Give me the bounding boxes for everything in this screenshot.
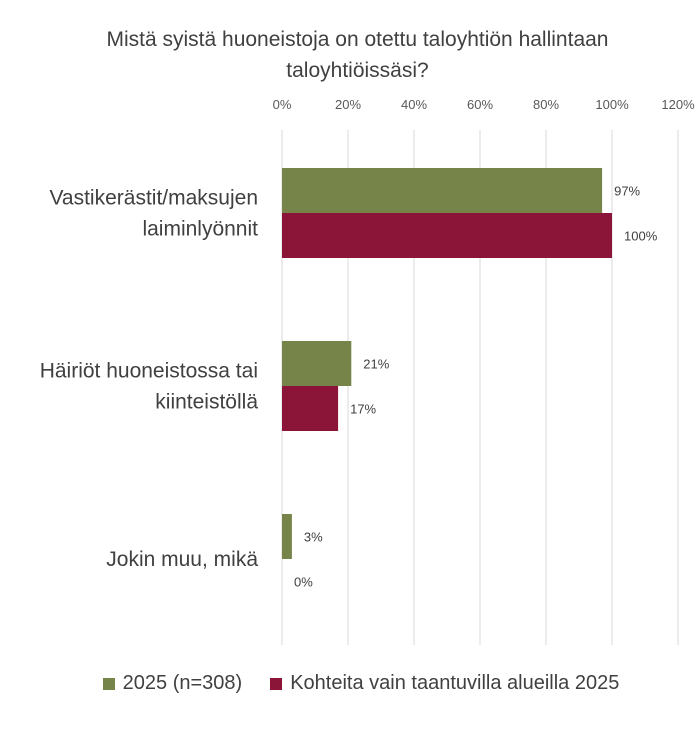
bar-series-2 xyxy=(282,386,338,431)
chart-title-line-2: taloyhtiöissäsi? xyxy=(286,59,429,82)
legend-swatch-series-1 xyxy=(103,678,115,690)
data-label: 100% xyxy=(624,228,658,244)
category-label-line: kiinteistöllä xyxy=(155,390,258,414)
category-label xyxy=(40,360,259,414)
category-label-line: laiminlyönnit xyxy=(142,217,258,241)
data-label: 21% xyxy=(363,356,390,372)
data-label: 97% xyxy=(614,183,641,199)
bar-series-1 xyxy=(282,514,292,559)
x-tick-label: 20% xyxy=(334,97,362,112)
category-label-line: Häiriöt huoneistossa tai xyxy=(39,359,258,383)
chart-title-line-1: Mistä syistä huoneistoja on otettu taloyhtiön hallintaan xyxy=(106,28,609,51)
legend-swatch-series-2 xyxy=(270,678,282,690)
legend-item-series-1 xyxy=(103,672,243,695)
x-tick-label: 80% xyxy=(532,97,560,112)
x-tick-label: 120% xyxy=(661,97,695,112)
bar-series-1 xyxy=(282,168,602,213)
legend-label-series-1: 2025 (n=308) xyxy=(122,672,243,694)
data-label: 0% xyxy=(294,574,313,590)
x-tick-label: 60% xyxy=(466,97,494,112)
data-label: 17% xyxy=(350,401,377,417)
x-tick-label: 100% xyxy=(595,97,629,112)
legend-item-series-2 xyxy=(270,672,619,695)
chart-legend xyxy=(0,672,700,695)
category-label-line: Vastikerästit/maksujen xyxy=(49,186,258,210)
legend-label-series-2: Kohteita vain taantuvilla alueilla 2025 xyxy=(290,672,620,694)
x-tick-label: 0% xyxy=(272,97,292,112)
category-label xyxy=(106,548,258,571)
data-label: 3% xyxy=(303,529,323,545)
category-label-line: Jokin muu, mikä xyxy=(106,548,258,571)
bar-series-1 xyxy=(282,341,351,386)
x-tick-label: 40% xyxy=(400,97,428,112)
bar-series-2 xyxy=(282,213,612,258)
category-label xyxy=(49,187,258,241)
